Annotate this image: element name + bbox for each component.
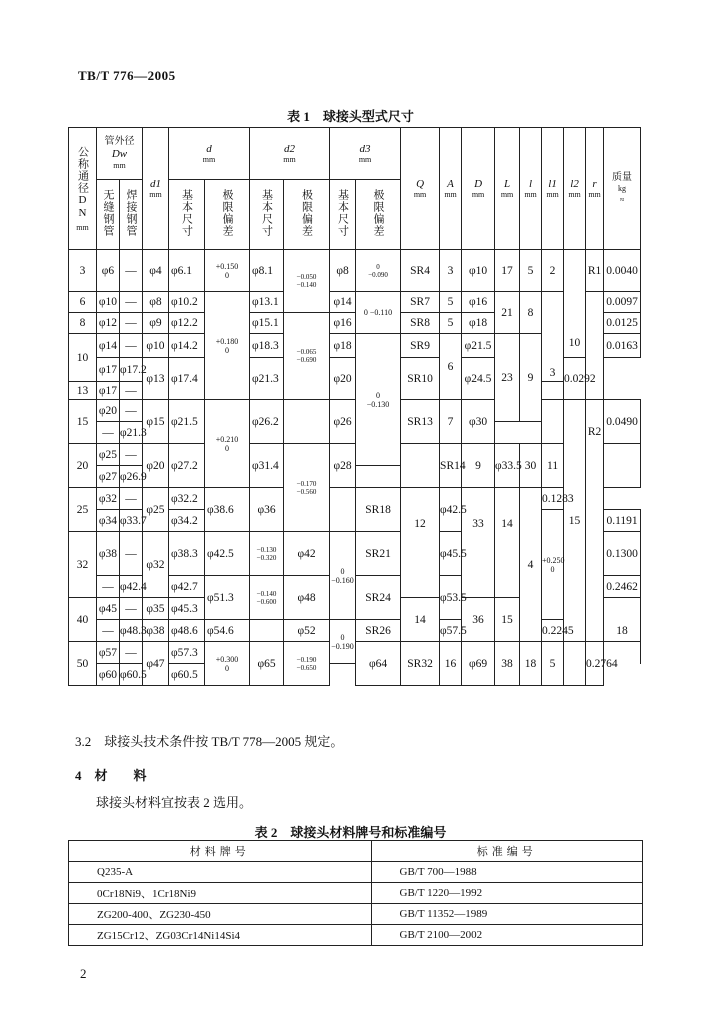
cell-d: φ10.2 bbox=[169, 292, 205, 313]
cell-d: φ27.2 bbox=[169, 444, 205, 488]
section-4-paragraph: 球接头材料宜按表 2 选用。 bbox=[96, 795, 253, 810]
cell-d2: φ31.4 bbox=[250, 444, 284, 488]
table-row bbox=[69, 400, 641, 422]
cell-seamless: φ32 bbox=[97, 488, 120, 510]
header-D: D mm bbox=[462, 128, 495, 250]
cell-q: SR9 bbox=[401, 334, 440, 358]
cell-l2: 10 bbox=[564, 250, 586, 358]
cell-d: φ12.2 bbox=[169, 313, 205, 334]
cell-welded: — bbox=[120, 642, 143, 664]
cell-L: 33 bbox=[462, 488, 495, 598]
header-dw: 管外径 Dw mm bbox=[97, 128, 143, 180]
cell-d: φ6.1 bbox=[169, 250, 205, 292]
cell-d-dev: +0.210 0 bbox=[205, 400, 250, 488]
cell-d: φ32.2 bbox=[169, 488, 205, 510]
cell-l1: 2 bbox=[542, 250, 564, 292]
table1-caption: 表 1 球接头型式尺寸 bbox=[287, 109, 414, 124]
cell-d-dev: +0.300 0 bbox=[205, 642, 250, 686]
cell-d2: φ26.2 bbox=[250, 400, 284, 444]
cell-l1: 3 bbox=[542, 292, 564, 382]
header-seamless: 无缝钢管 bbox=[97, 180, 120, 250]
cell-material: Q235-A bbox=[69, 862, 372, 883]
cell-D: φ21.5 bbox=[462, 334, 495, 358]
table-row bbox=[69, 925, 643, 946]
cell-d3: φ64 bbox=[356, 642, 401, 686]
cell-l: 9 bbox=[520, 334, 542, 422]
cell-seamless: φ25 bbox=[97, 444, 120, 466]
cell-D: φ42.5 bbox=[440, 488, 462, 532]
cell-seamless: φ34 bbox=[97, 510, 120, 532]
cell-l1-blank bbox=[604, 444, 641, 488]
cell-l: 5 bbox=[520, 250, 542, 292]
cell-welded: φ60.5 bbox=[120, 664, 143, 686]
cell-welded: — bbox=[120, 444, 143, 466]
cell-r: R2 bbox=[586, 400, 604, 642]
cell-l: 18 bbox=[520, 642, 542, 686]
cell-seamless: φ17 bbox=[97, 358, 120, 382]
table2-header-material: 材料牌号 bbox=[69, 841, 372, 862]
cell-d: φ34.2 bbox=[169, 510, 205, 532]
cell-mass: 0.0292 bbox=[564, 358, 586, 400]
cell-d3-dev: 0 −0.160 bbox=[330, 532, 356, 620]
cell-dn: 10 bbox=[69, 334, 97, 382]
cell-d3-dev-blank bbox=[401, 444, 440, 488]
header-a: A mm bbox=[440, 128, 462, 250]
cell-d2: φ13.1 bbox=[250, 292, 284, 313]
cell-D: φ24.5 bbox=[462, 358, 495, 400]
cell-a: 12 bbox=[401, 488, 440, 598]
cell-seamless: φ10 bbox=[97, 292, 120, 313]
cell-l2-blank bbox=[564, 642, 586, 686]
cell-l1-blank bbox=[542, 400, 564, 444]
cell-mass: 0.2764 bbox=[586, 642, 604, 686]
cell-dn: 8 bbox=[69, 313, 97, 334]
cell-D: φ45.5 bbox=[440, 532, 462, 576]
cell-q: SR26 bbox=[356, 620, 401, 642]
cell-d: φ45.3 bbox=[169, 598, 205, 620]
header-q: Q mm bbox=[401, 128, 440, 250]
cell-d2-dev: −0.050 −0.140 bbox=[284, 250, 330, 313]
cell-L: 38 bbox=[495, 642, 520, 686]
cell-material: ZG15Cr12、ZG03Cr14Ni14Si4 bbox=[69, 925, 372, 946]
cell-d1: φ13 bbox=[143, 358, 169, 400]
cell-a: 5 bbox=[440, 313, 462, 334]
table2-header-standard: 标准编号 bbox=[371, 841, 642, 862]
cell-dn: 32 bbox=[69, 532, 97, 598]
header-mass: 质量 kg ≈ bbox=[604, 128, 641, 250]
cell-welded: — bbox=[120, 488, 143, 510]
cell-d3: φ20 bbox=[330, 358, 356, 400]
table-row bbox=[69, 444, 641, 466]
table-row bbox=[69, 292, 641, 313]
cell-dn: 6 bbox=[69, 292, 97, 313]
cell-q: SR4 bbox=[401, 250, 440, 292]
cell-l1: 4 bbox=[520, 488, 542, 642]
cell-L: 21 bbox=[495, 292, 520, 334]
cell-dn: 40 bbox=[69, 598, 97, 642]
cell-d3: φ36 bbox=[250, 488, 284, 532]
header-d: d mm bbox=[169, 128, 250, 180]
cell-d1: φ4 bbox=[143, 250, 169, 292]
cell-welded: — bbox=[120, 532, 143, 576]
cell-q: SR32 bbox=[401, 642, 440, 686]
cell-d: φ38.3 bbox=[169, 532, 205, 576]
header-d-dev: 极限偏差 bbox=[205, 180, 250, 250]
cell-l2: 18 bbox=[604, 598, 641, 642]
cell-D: φ57.5 bbox=[440, 620, 462, 642]
header-d-basic: 基本尺寸 bbox=[169, 180, 205, 250]
cell-d-dev: +0.150 0 bbox=[205, 250, 250, 292]
cell-D: φ30 bbox=[462, 400, 495, 444]
cell-d2-dev: −0.190 −0.650 bbox=[284, 642, 330, 686]
cell-a: 14 bbox=[401, 598, 440, 642]
cell-a: 7 bbox=[440, 400, 462, 444]
cell-dn: 25 bbox=[69, 488, 97, 532]
cell-material: ZG200-400、ZG230-450 bbox=[69, 904, 372, 925]
cell-d3: φ18 bbox=[330, 334, 356, 358]
cell-d: φ17.4 bbox=[169, 358, 205, 400]
cell-d2: φ42.5 bbox=[205, 532, 250, 576]
cell-L: 36 bbox=[462, 598, 495, 642]
cell-mass: 0.1191 bbox=[604, 510, 641, 532]
cell-d1: φ38 bbox=[143, 620, 169, 642]
cell-mass: 0.1300 bbox=[604, 532, 641, 576]
cell-D: φ33.5 bbox=[495, 444, 520, 488]
cell-welded: φ17.2 bbox=[120, 358, 143, 382]
cell-standard: GB/T 1220—1992 bbox=[371, 883, 642, 904]
cell-welded: — bbox=[120, 292, 143, 313]
cell-d: φ42.7 bbox=[169, 576, 205, 598]
header-l2: l2 mm bbox=[564, 128, 586, 250]
table-row bbox=[69, 250, 641, 292]
cell-d2-dev: −0.130 −0.320 bbox=[250, 532, 284, 576]
cell-d3: φ48 bbox=[284, 576, 330, 620]
cell-seamless: — bbox=[97, 422, 120, 444]
cell-d1: φ25 bbox=[143, 488, 169, 532]
cell-d2: φ15.1 bbox=[250, 313, 284, 334]
cell-a: 16 bbox=[440, 642, 462, 686]
cell-d3: φ26 bbox=[330, 400, 356, 444]
cell-a: 5 bbox=[440, 292, 462, 313]
table-row bbox=[69, 620, 641, 642]
cell-welded: φ48.3 bbox=[120, 620, 143, 642]
cell-seamless: φ57 bbox=[97, 642, 120, 664]
cell-dn: 13 bbox=[69, 382, 97, 400]
cell-dn: 15 bbox=[69, 400, 97, 444]
cell-d: φ21.5 bbox=[169, 400, 205, 444]
cell-mass: 0.1283 bbox=[542, 488, 564, 510]
cell-l1: 5 bbox=[542, 642, 564, 686]
cell-d2: φ51.3 bbox=[205, 576, 250, 620]
cell-seamless: φ12 bbox=[97, 313, 120, 334]
cell-welded: φ33.7 bbox=[120, 510, 143, 532]
cell-dn: 3 bbox=[69, 250, 97, 292]
cell-d-dev: +0.250 0 bbox=[542, 510, 564, 620]
cell-d3-dev: 0 −0.190 bbox=[330, 620, 356, 664]
cell-d1: φ20 bbox=[143, 444, 169, 488]
cell-d: φ14.2 bbox=[169, 334, 205, 358]
cell-welded: — bbox=[120, 400, 143, 422]
cell-d2: φ54.6 bbox=[205, 620, 250, 642]
header-d1: d1 mm bbox=[143, 128, 169, 250]
cell-a: 3 bbox=[440, 250, 462, 292]
section-4-heading: 4 材 料 bbox=[75, 768, 147, 783]
cell-seamless: φ6 bbox=[97, 250, 120, 292]
cell-mass: 0.2245 bbox=[542, 620, 564, 642]
cell-standard: GB/T 11352—1989 bbox=[371, 904, 642, 925]
cell-d2: φ21.3 bbox=[250, 358, 284, 400]
cell-d2-dev: −0.065 −0.690 bbox=[284, 313, 330, 400]
cell-d: φ60.5 bbox=[169, 664, 205, 686]
cell-D: φ16 bbox=[462, 292, 495, 313]
cell-welded: — bbox=[120, 598, 143, 620]
cell-d1: φ47 bbox=[143, 642, 169, 686]
header-d3-dev: 极限偏差 bbox=[356, 180, 401, 250]
cell-d3: φ52 bbox=[284, 620, 330, 642]
header-d3-basic: 基本尺寸 bbox=[330, 180, 356, 250]
cell-seamless: φ14 bbox=[97, 334, 120, 358]
cell-mass: 0.2462 bbox=[604, 576, 641, 598]
cell-mass: 0.0040 bbox=[604, 250, 641, 292]
cell-q: SR21 bbox=[356, 532, 401, 576]
cell-mass: 0.0163 bbox=[604, 334, 641, 358]
cell-q: SR7 bbox=[401, 292, 440, 313]
header-r: r mm bbox=[586, 128, 604, 250]
table1 bbox=[68, 127, 641, 686]
cell-material: 0Cr18Ni9、1Cr18Ni9 bbox=[69, 883, 372, 904]
cell-q: SR8 bbox=[401, 313, 440, 334]
cell-d1: φ10 bbox=[143, 334, 169, 358]
cell-welded: — bbox=[120, 382, 143, 400]
cell-d1: φ9 bbox=[143, 313, 169, 334]
cell-seamless: φ20 bbox=[97, 400, 120, 422]
cell-l2: 15 bbox=[564, 400, 586, 642]
cell-l: 15 bbox=[495, 598, 520, 642]
cell-d3: φ28 bbox=[330, 444, 356, 488]
header-dn: 公称通径DN mm bbox=[69, 128, 97, 250]
header-l1: l1 mm bbox=[542, 128, 564, 250]
cell-q: SR24 bbox=[356, 576, 401, 620]
header-d2-dev: 极限偏差 bbox=[284, 180, 330, 250]
cell-q: SR18 bbox=[356, 488, 401, 532]
cell-d: φ57.3 bbox=[169, 642, 205, 664]
cell-a: 9 bbox=[462, 444, 495, 488]
cell-l: 8 bbox=[520, 292, 542, 334]
cell-d3: φ42 bbox=[284, 532, 330, 576]
cell-D: φ10 bbox=[462, 250, 495, 292]
cell-d1: φ35 bbox=[143, 598, 169, 620]
cell-seamless: — bbox=[97, 576, 120, 598]
cell-q: SR14 bbox=[440, 444, 462, 488]
cell-L: 17 bbox=[495, 250, 520, 292]
cell-L: 23 bbox=[495, 334, 520, 422]
cell-d3-dev: 0 −0.130 bbox=[356, 334, 401, 466]
cell-d3-dev: 0 −0.090 bbox=[356, 250, 401, 292]
cell-d2-dev-blank bbox=[250, 620, 284, 642]
cell-D: φ53.5 bbox=[440, 576, 462, 620]
table-row bbox=[69, 883, 643, 904]
cell-seamless: φ45 bbox=[97, 598, 120, 620]
cell-d2: φ65 bbox=[250, 642, 284, 686]
cell-d2-dev: −0.170 −0.560 bbox=[284, 444, 330, 532]
cell-d: φ48.6 bbox=[169, 620, 205, 642]
header-welded: 焊接钢管 bbox=[120, 180, 143, 250]
header-d2: d2 mm bbox=[250, 128, 330, 180]
cell-q: SR10 bbox=[401, 358, 440, 400]
cell-dn: 50 bbox=[69, 642, 97, 686]
cell-welded: φ21.3 bbox=[120, 422, 143, 444]
cell-d3: φ14 bbox=[330, 292, 356, 313]
cell-q: SR13 bbox=[401, 400, 440, 444]
cell-d-dev: +0.180 0 bbox=[205, 292, 250, 400]
table-row bbox=[69, 488, 641, 510]
standard-code: TB/T 776—2005 bbox=[78, 68, 176, 83]
cell-welded: — bbox=[120, 313, 143, 334]
header-L: L mm bbox=[495, 128, 520, 250]
cell-dn: 20 bbox=[69, 444, 97, 488]
header-d2-basic: 基本尺寸 bbox=[250, 180, 284, 250]
table2-caption: 表 2 球接头材料牌号和标准编号 bbox=[254, 825, 447, 840]
cell-mass: 0.0490 bbox=[604, 400, 641, 444]
table2 bbox=[68, 840, 643, 946]
cell-d2-dev: −0.140 −0.600 bbox=[250, 576, 284, 620]
page-number: 2 bbox=[80, 966, 87, 981]
cell-seamless: φ27 bbox=[97, 466, 120, 488]
cell-mass: 0.0125 bbox=[604, 313, 641, 334]
cell-l: 14 bbox=[495, 488, 520, 598]
cell-mass: 0.0097 bbox=[604, 292, 641, 313]
cell-D: φ18 bbox=[462, 313, 495, 334]
cell-welded: — bbox=[120, 334, 143, 358]
header-l: l mm bbox=[520, 128, 542, 250]
cell-standard: GB/T 700—1988 bbox=[371, 862, 642, 883]
cell-l: 11 bbox=[542, 444, 564, 488]
table-row bbox=[69, 904, 643, 925]
cell-standard: GB/T 2100—2002 bbox=[371, 925, 642, 946]
header-d3: d3 mm bbox=[330, 128, 401, 180]
cell-d1: φ15 bbox=[143, 400, 169, 444]
cell-D: φ69 bbox=[462, 642, 495, 686]
cell-d2-dev-blank bbox=[284, 400, 330, 444]
cell-seamless: — bbox=[97, 620, 120, 642]
cell-welded: φ26.9 bbox=[120, 466, 143, 488]
cell-L: 30 bbox=[520, 444, 542, 488]
cell-seamless: φ38 bbox=[97, 532, 120, 576]
cell-d1: φ32 bbox=[143, 532, 169, 598]
clause-3-2: 3.2 球接头技术条件按 TB/T 778—2005 规定。 bbox=[75, 734, 344, 749]
cell-d3-dev-blank bbox=[330, 488, 356, 532]
cell-d2: φ18.3 bbox=[250, 334, 284, 358]
cell-welded: φ42.4 bbox=[120, 576, 143, 598]
cell-a: 6 bbox=[440, 334, 462, 400]
cell-d3: φ16 bbox=[330, 313, 356, 334]
cell-seamless: φ60 bbox=[97, 664, 120, 686]
table-row bbox=[69, 862, 643, 883]
cell-d2: φ8.1 bbox=[250, 250, 284, 292]
cell-r: R1 bbox=[586, 250, 604, 292]
cell-d2: φ38.6 bbox=[205, 488, 250, 532]
cell-d3-dev: 0 −0.110 bbox=[356, 292, 401, 334]
cell-d3: φ8 bbox=[330, 250, 356, 292]
cell-seamless: φ17 bbox=[97, 382, 120, 400]
cell-welded: — bbox=[120, 250, 143, 292]
cell-d1: φ8 bbox=[143, 292, 169, 313]
